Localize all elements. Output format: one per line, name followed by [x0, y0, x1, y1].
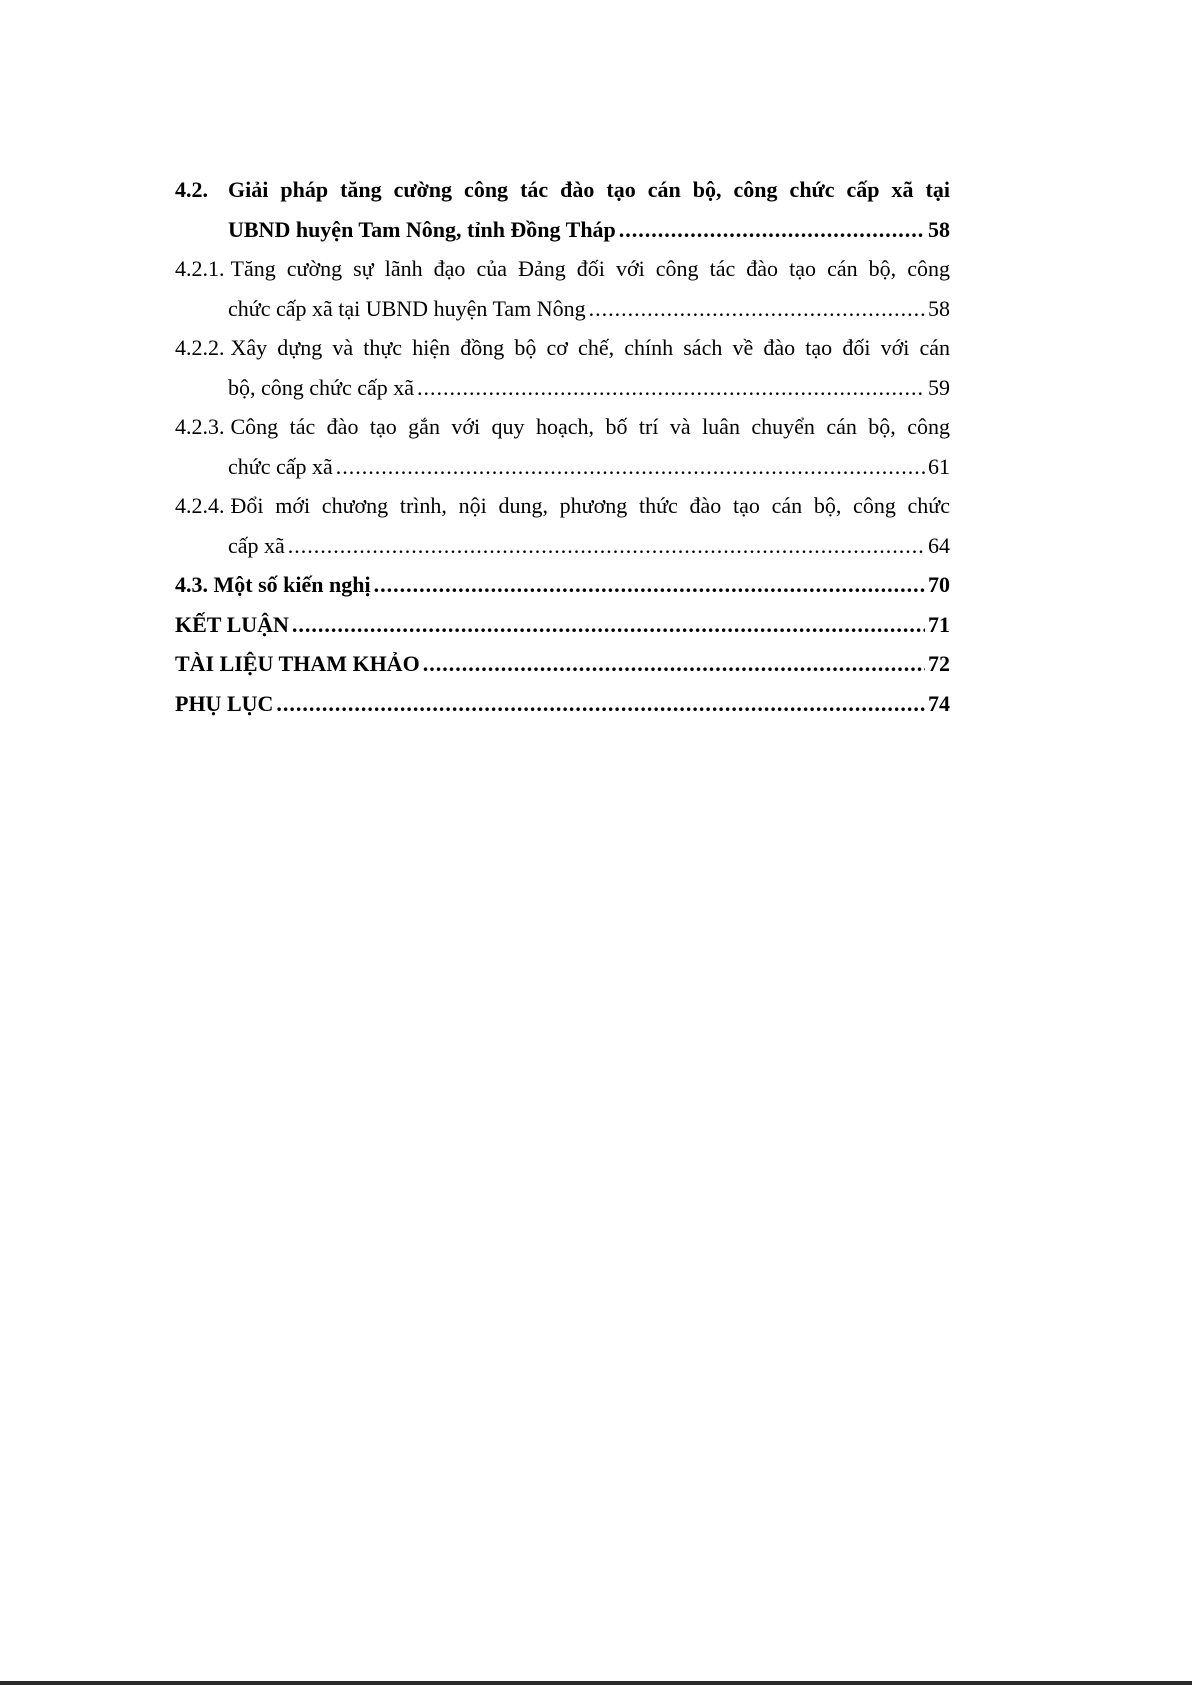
dot-leader: [417, 368, 925, 408]
toc-entry-title-line2: chức cấp xã: [228, 453, 333, 479]
toc-entry-title: 4.3. Một số kiến nghị: [175, 572, 371, 597]
dot-leader: [336, 447, 925, 487]
dot-leader: [374, 565, 925, 605]
toc-entry-page: 61: [928, 453, 950, 479]
dot-leader: [589, 289, 925, 329]
toc-entry-title: KẾT LUẬN: [175, 611, 289, 637]
toc-entry-title-line1: Đổi mới chương trình, nội dung, phương thức đào tạo cán bộ, công chức: [230, 493, 950, 518]
toc-entry-number: 4.2.3.: [175, 414, 225, 439]
toc-entry-title-line2: chức cấp xã tại UBND huyện Tam Nông: [228, 295, 586, 321]
toc-entry-title-line2: cấp xã: [228, 532, 285, 558]
toc-entry-page: 64: [928, 532, 950, 558]
dot-leader: [288, 526, 925, 566]
toc-entry-page: 59: [928, 374, 950, 400]
toc-entry-4-2-3[interactable]: [175, 407, 950, 486]
toc-entry-page: 58: [928, 216, 950, 242]
dot-leader: [276, 684, 925, 724]
toc-entry-page: 74: [928, 690, 950, 716]
dot-leader: [423, 644, 925, 684]
toc-entry-title: TÀI LIỆU THAM KHẢO: [175, 651, 420, 676]
toc-entry-4-2-2[interactable]: [175, 328, 950, 407]
toc-entry-number: 4.2.2.: [175, 335, 225, 360]
toc-entry-4-2[interactable]: [175, 170, 950, 249]
toc-entry-page: 71: [928, 611, 950, 637]
toc-entry-title-line1: Xây dựng và thực hiện đồng bộ cơ chế, chính sách về đào tạo đối với cán: [230, 335, 950, 360]
toc-entry-4-2-4[interactable]: [175, 486, 950, 565]
toc-entry-title: PHỤ LỤC: [175, 690, 274, 716]
toc-entry-number: 4.2.: [175, 177, 208, 202]
toc-entry-number: 4.2.1.: [175, 256, 225, 281]
toc-entry-page: 58: [928, 295, 950, 321]
toc-entry-phu-luc[interactable]: [175, 684, 950, 724]
toc-entry-title-line1: Giải pháp tăng cường công tác đào tạo cán bộ, công chức cấp xã tại: [228, 177, 950, 202]
dot-leader: [292, 605, 925, 645]
toc-entry-page: 72: [928, 651, 950, 676]
toc-entry-number: 4.2.4.: [175, 493, 225, 518]
toc-entry-title-line2: UBND huyện Tam Nông, tỉnh Đồng Tháp: [228, 216, 616, 242]
page-bottom-rule: [0, 1681, 1192, 1685]
toc-entry-title-line2: bộ, công chức cấp xã: [228, 374, 415, 400]
toc-entry-title-line1: Tăng cường sự lãnh đạo của Đảng đối với công tác đào tạo cán bộ, công: [230, 256, 950, 281]
toc-entry-page: 70: [928, 572, 950, 597]
toc-entry-ket-luan[interactable]: [175, 605, 950, 645]
toc-entry-tai-lieu-tham-khao[interactable]: [175, 644, 950, 684]
toc-entry-4-2-1[interactable]: [175, 249, 950, 328]
dot-leader: [619, 210, 925, 250]
table-of-contents: [175, 170, 950, 723]
toc-entry-title-line1: Công tác đào tạo gắn với quy hoạch, bố trí và luân chuyển cán bộ, công: [230, 414, 950, 439]
toc-entry-4-3[interactable]: [175, 565, 950, 605]
